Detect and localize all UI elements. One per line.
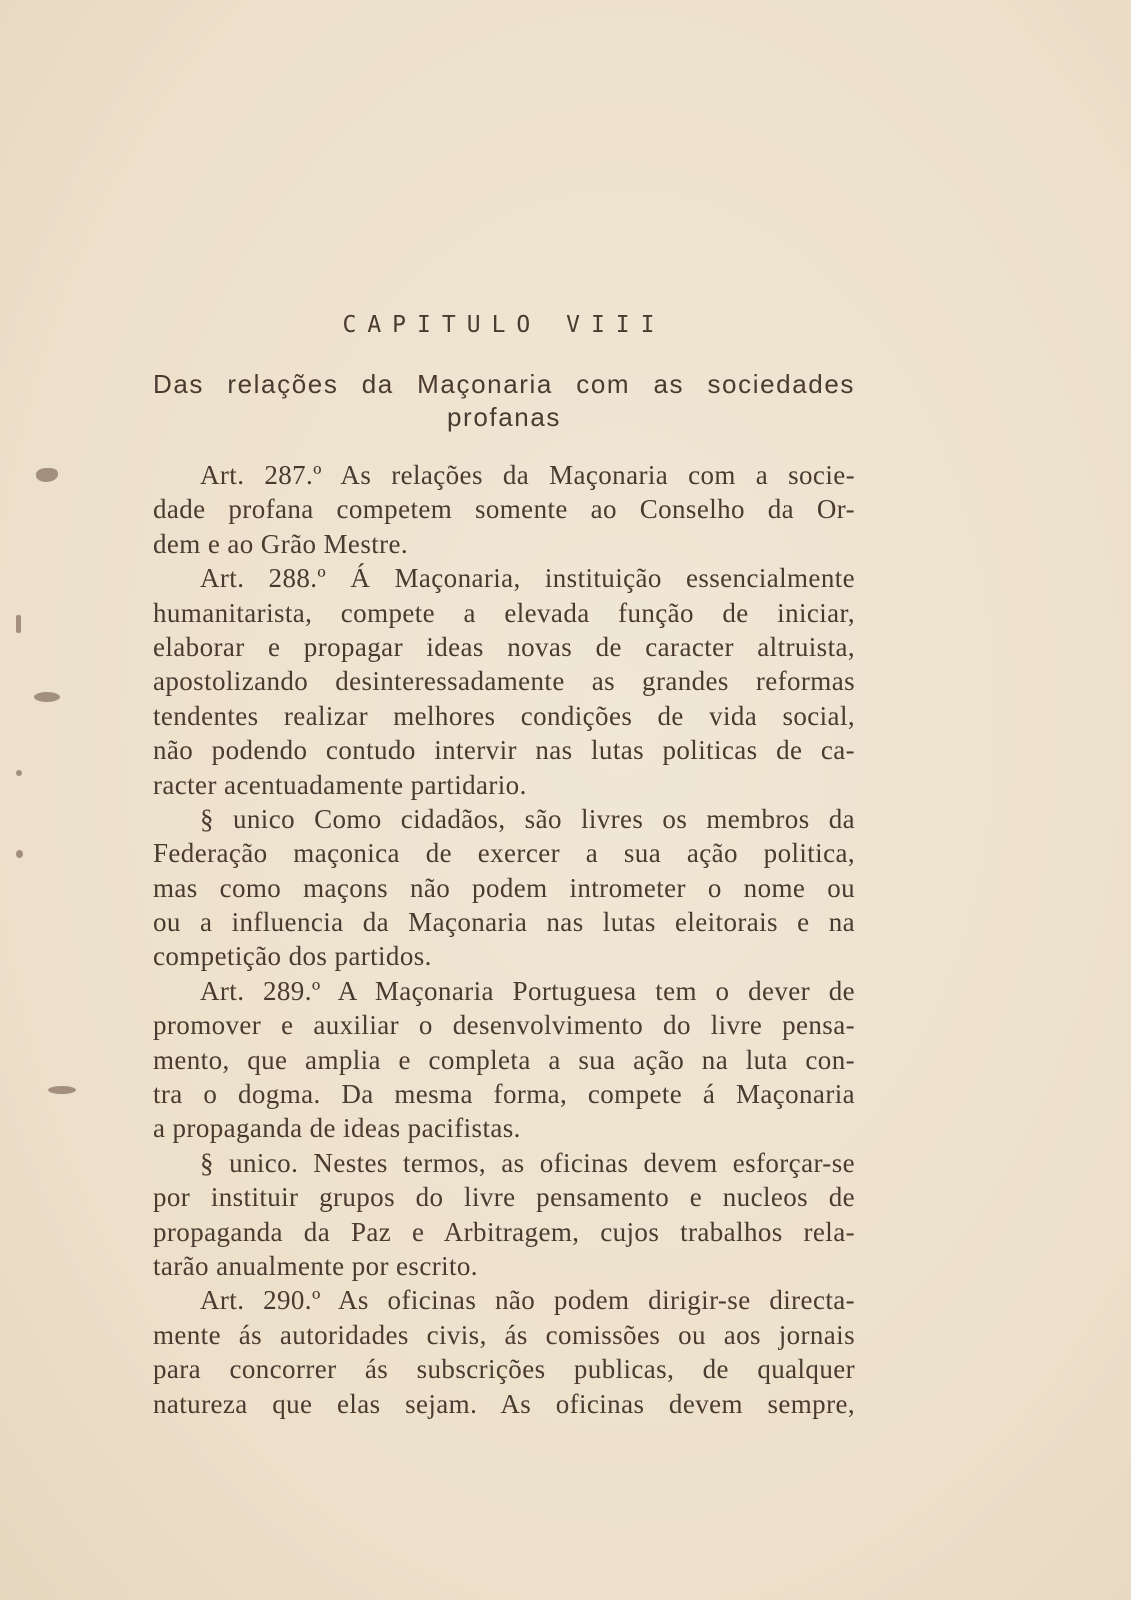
text-line: ou a influencia da Maçonaria nas lutas eleitorais e na — [153, 907, 855, 938]
text-line: dade profana competem somente ao Conselho da Or- — [153, 494, 855, 525]
text-line: tarão anualmente por escrito. — [153, 1250, 478, 1281]
paragraph — [153, 802, 855, 974]
text-line: mas como maçons não podem intrometer o nome ou — [153, 872, 855, 903]
chapter-heading: CAPITULO VIII — [342, 312, 666, 338]
text-line: Art. 290.º As oficinas não podem dirigir-se directa- — [200, 1285, 855, 1316]
paragraph — [153, 1146, 855, 1284]
text-line: § unico. Nestes termos, as oficinas devem esforçar-se — [200, 1147, 855, 1178]
text-line: humanitarista, compete a elevada função de iniciar, — [153, 597, 855, 628]
paragraph — [153, 1283, 855, 1421]
subtitle-line: profanas — [447, 402, 561, 432]
body-text — [153, 458, 855, 1421]
text-line: mento, que amplia e completa a sua ação na luta con- — [153, 1044, 855, 1075]
margin-stain — [16, 850, 23, 858]
text-line: a propaganda de ideas pacifistas. — [153, 1113, 521, 1144]
margin-stain — [16, 770, 22, 776]
text-line: mente ás autoridades civis, ás comissões ou aos jornais — [153, 1319, 855, 1350]
text-line: natureza que elas sejam. As oficinas devem sempre, — [153, 1388, 855, 1419]
text-line: não podendo contudo intervir nas lutas politicas de ca- — [153, 735, 855, 766]
margin-stain — [48, 1086, 76, 1094]
subtitle-line: Das relações da Maçonaria com as sociedades — [153, 369, 855, 399]
text-line: § unico Como cidadãos, são livres os membros da — [200, 803, 855, 834]
paragraph — [153, 974, 855, 1146]
text-line: Federação maçonica de exercer a sua ação politica, — [153, 838, 855, 869]
chapter-subtitle — [153, 368, 855, 434]
text-line: propaganda da Paz e Arbitragem, cujos trabalhos rela- — [153, 1216, 855, 1247]
paragraph — [153, 458, 855, 561]
text-line: Art. 289.º A Maçonaria Portuguesa tem o dever de — [200, 975, 855, 1006]
text-line: Art. 288.º Á Maçonaria, instituição essencialmente — [200, 563, 855, 594]
text-line: racter acentuadamente partidario. — [153, 769, 527, 800]
text-line: dem e ao Grão Mestre. — [153, 528, 409, 559]
text-line: por instituir grupos do livre pensamento e nucleos de — [153, 1182, 855, 1213]
text-line: apostolizando desinteressadamente as grandes reformas — [153, 666, 855, 697]
margin-stain — [34, 692, 60, 702]
margin-stain — [36, 468, 58, 482]
text-line: tra o dogma. Da mesma forma, compete á Maçonaria — [153, 1079, 855, 1110]
text-line: tendentes realizar melhores condições de vida social, — [153, 700, 855, 731]
text-line: promover e auxiliar o desenvolvimento do livre pensa- — [153, 1010, 855, 1041]
text-line: elaborar e propagar ideas novas de caracter altruista, — [153, 631, 855, 662]
text-line: Art. 287.º As relações da Maçonaria com a socie- — [200, 460, 855, 490]
text-line: para concorrer ás subscrições publicas, de qualquer — [153, 1354, 855, 1385]
margin-stain — [16, 615, 21, 633]
paragraph — [153, 561, 855, 802]
text-line: competição dos partidos. — [153, 941, 432, 972]
